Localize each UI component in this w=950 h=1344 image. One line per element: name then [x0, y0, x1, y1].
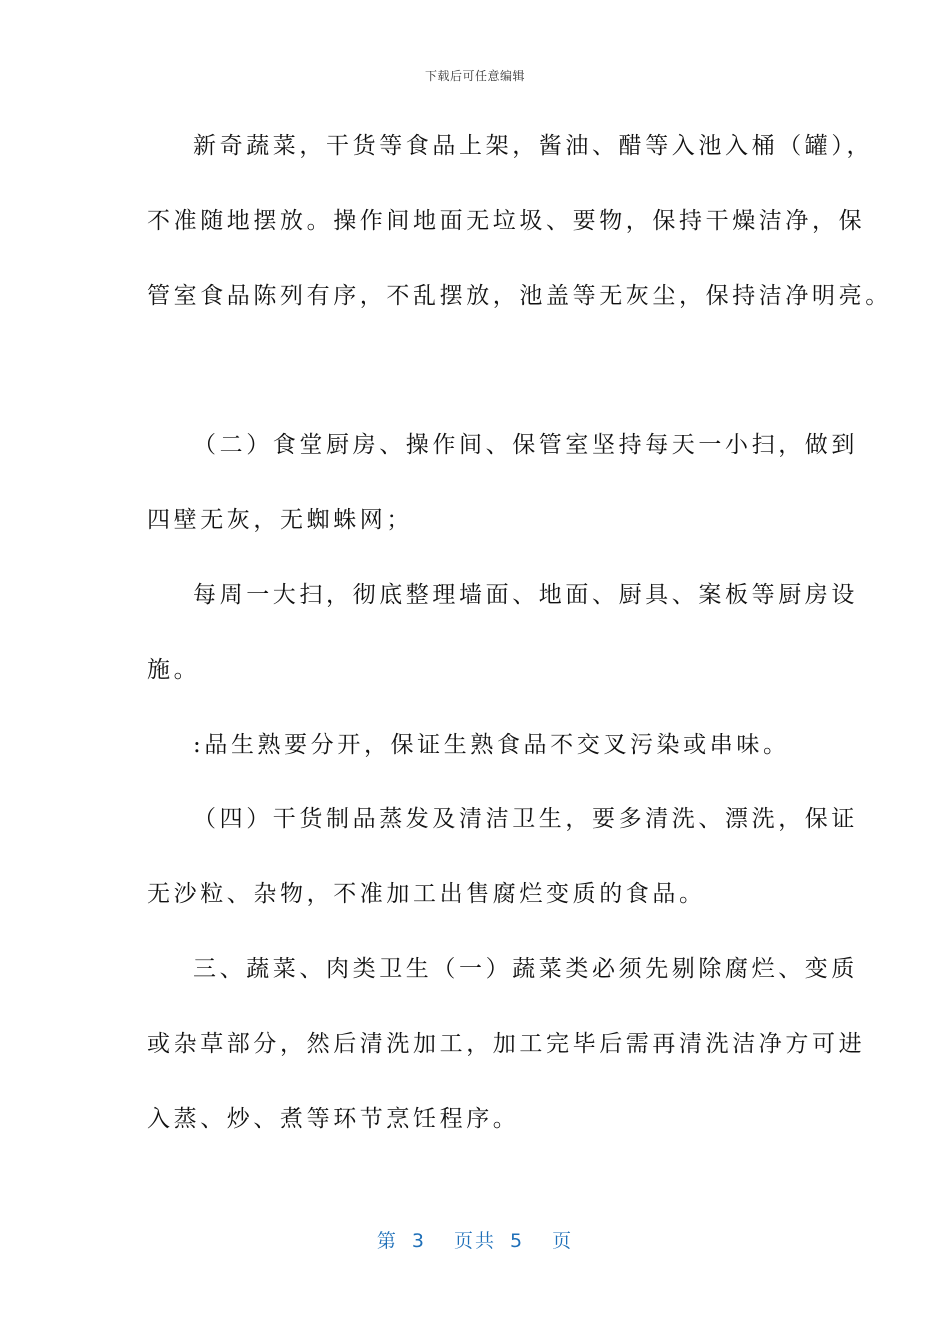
- text-line: 入蒸、炒、煮等环节烹饪程序。: [147, 1106, 520, 1132]
- page-suffix: 页: [552, 1230, 574, 1252]
- text-line: :品生熟要分开，保证生熟食品不交叉污染或串味。: [193, 732, 790, 758]
- page-prefix: 第: [376, 1230, 398, 1252]
- text-line: （二）食堂厨房、操作间、保管室坚持每天一小扫，做到: [193, 432, 858, 458]
- page-total: 5: [510, 1230, 525, 1252]
- text-line: 管室食品陈列有序，不乱摆放，池盖等无灰尘，保持洁净明亮。: [147, 283, 892, 309]
- text-line: 四壁无灰，无蜘蛛网；: [147, 507, 413, 533]
- page-number: 3: [411, 1230, 426, 1252]
- text-line: 每周一大扫，彻底整理墙面、地面、厨具、案板等厨房设: [193, 582, 858, 608]
- text-line: 三、蔬菜、肉类卫生（一）蔬菜类必须先剔除腐烂、变质: [193, 956, 858, 982]
- page-footer: [0, 1226, 950, 1253]
- text-line: 不准随地摆放。操作间地面无垃圾、要物，保持干燥洁净，保: [147, 208, 866, 234]
- text-line: 新奇蔬菜，干货等食品上架，酱油、醋等入池入桶（罐），: [193, 133, 874, 159]
- header-note: 下载后可任意编辑: [424, 69, 525, 83]
- page-middle: 页共: [453, 1230, 496, 1252]
- text-line: （四）干货制品蒸发及清洁卫生，要多清洗、漂洗，保证: [193, 806, 858, 832]
- text-line: 无沙粒、杂物，不准加工出售腐烂变质的食品。: [147, 881, 706, 907]
- text-line: 或杂草部分，然后清洗加工，加工完毕后需再清洗洁净方可进: [147, 1031, 866, 1057]
- text-line: 施。: [147, 657, 201, 683]
